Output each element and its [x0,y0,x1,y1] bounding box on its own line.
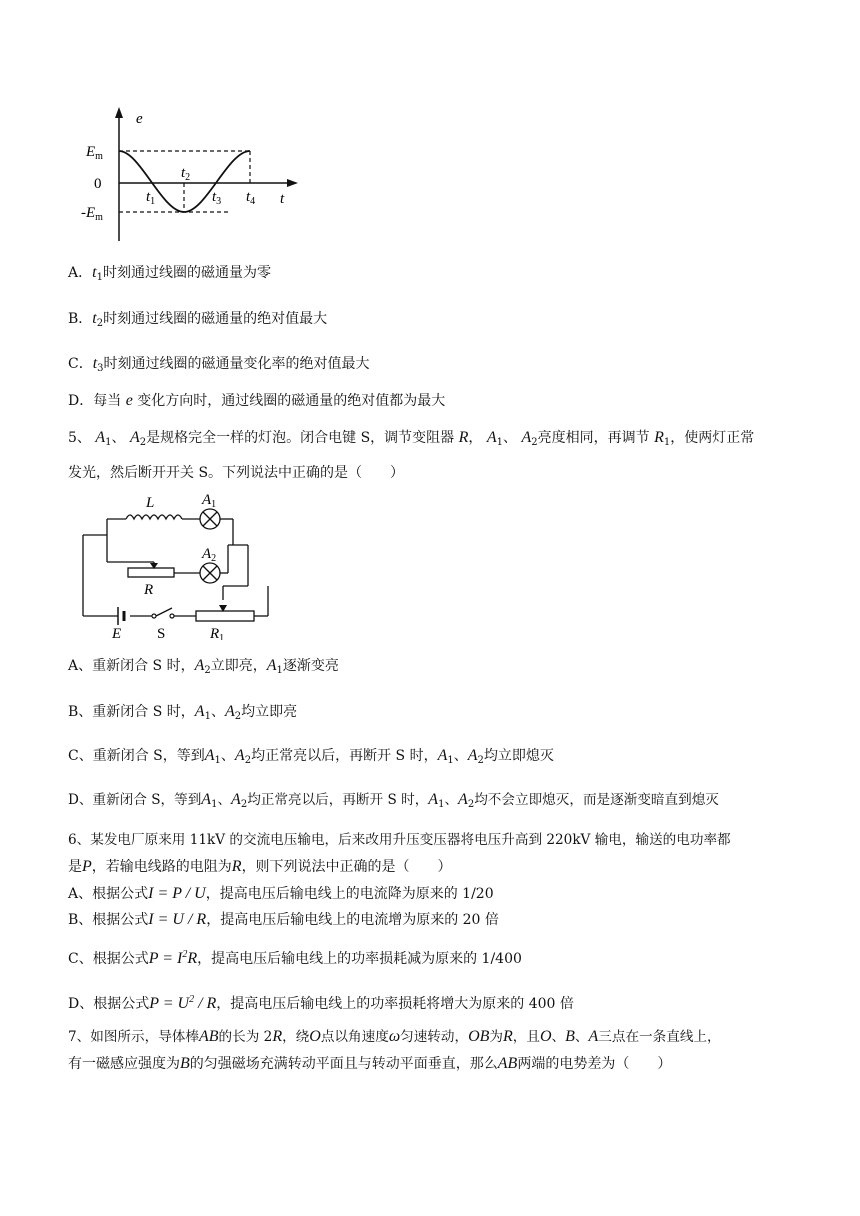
q7-stem-line1: 7、如图所示，导体棒AB的长为 2R，绕O点以角速度ω匀速转动，OB为R，且O、B、A三点在一条直线上， [68,1028,721,1045]
var-t: t [92,355,98,372]
lamp-a2 [200,563,220,583]
q6-stem-line1: 6、某发电厂原来用 11kV 的交流电压输电，后来改用升压变压器将电压升高到 220kV 输电，输送的电功率都 [68,832,731,848]
q4-option-b: B．$t_2$时刻通过线圈的磁通量的绝对值最大 [68,310,328,329]
t-axis-arrow [287,179,298,187]
switch-contact [170,614,174,618]
q6-stem-line2: 是P，若输电线路的电阻为R，则下列说法中正确的是（ ） [68,858,452,875]
circuit-diagram [78,490,278,640]
label-s: S [157,626,166,640]
formula: $P = I^2R$ [148,949,198,967]
q4-option-d: D．每当 e 变化方向时，通过线圈的磁通量的绝对值都为最大 [68,392,446,409]
rheostat-r1 [196,611,254,621]
lamp-a1 [200,509,220,529]
t4-label: $t_4$ [246,189,256,207]
zero-label: 0 [94,176,102,192]
q5-option-d: D、重新闭合 S，等到$A_1$、$A_2$均正常亮以后，再断开 S 时，$A_1$、$A_2$均不会立即熄灭，而是逐渐变暗直到熄灭 [68,791,719,810]
var-t: t [92,310,97,327]
em-label: $E_m$ [86,144,103,162]
neg-em-label: $-E_m$ [81,205,103,223]
label-l: L [146,495,155,511]
t3-label: $t_3$ [212,189,222,207]
formula: $P = U^2 / R$ [149,994,217,1012]
q4-option-c: C．$t_3$时刻通过线圈的磁通量变化率的绝对值最大 [68,355,370,374]
q5-option-b: B、重新闭合 S 时，$A_1$、$A_2$均立即亮 [68,703,298,722]
q6-option-c: C、根据公式$P = I^2R$，提高电压后输电线上的功率损耗减为原来的 1/400 [68,949,522,967]
q6-option-b: B、根据公式I = U / R，提高电压后输电线上的电流增为原来的 20 倍 [68,911,499,928]
rheostat-r [128,568,174,577]
var-t: t [92,264,97,281]
var-e: e [125,392,133,409]
q6-option-a: A、根据公式I = P / U，提高电压后输电线上的电流降为原来的 1/20 [68,885,494,902]
t1-label: $t_1$ [146,189,156,207]
label-a1: $A_1$ [202,492,217,510]
label-e: E [112,626,122,640]
inductor-coil [126,515,182,519]
switch-contact [152,614,156,618]
q5-option-a: A、重新闭合 S 时，$A_2$立即亮，$A_1$逐渐变亮 [68,657,339,676]
label-r: R [144,582,154,598]
q5-stem-line1: 5、 $A_1$、 $A_2$是规格完全一样的灯泡。闭合电键 S，调节变阻器 R， $A_1$、 $A_2$亮度相同，再调节 $R_1$，使两灯正常 [68,429,755,448]
q5-option-c: C、重新闭合 S，等到$A_1$、$A_2$均正常亮以后，再断开 S 时，$A_1$、$A_2$均立即熄灭 [68,747,554,766]
q4-option-a: A．$t_1$时刻通过线圈的磁通量为零 [68,264,271,283]
axis-e-label: e [136,111,143,127]
q5-stem-line2: 发光，然后断开开关 S。下列说法中正确的是（ ） [68,465,405,481]
q7-stem-line2: 有一磁感应强度为B的匀强磁场充满转动平面且与转动平面垂直，那么AB两端的电势差为（ ） [68,1055,672,1072]
formula: I = U / R [148,911,207,928]
t2-label: $t_2$ [181,165,191,183]
emf-time-graph [80,105,310,245]
label-r1: $R_1$ [210,626,225,640]
formula: I = P / U [148,885,206,902]
q6-option-d: D、根据公式$P = U^2 / R$，提高电压后输电线上的功率损耗将增大为原来的 400 倍 [68,994,574,1012]
battery [118,607,124,625]
axis-t-label: t [280,191,285,207]
e-axis-arrow [115,107,123,118]
label-a2: $A_2$ [202,546,217,564]
